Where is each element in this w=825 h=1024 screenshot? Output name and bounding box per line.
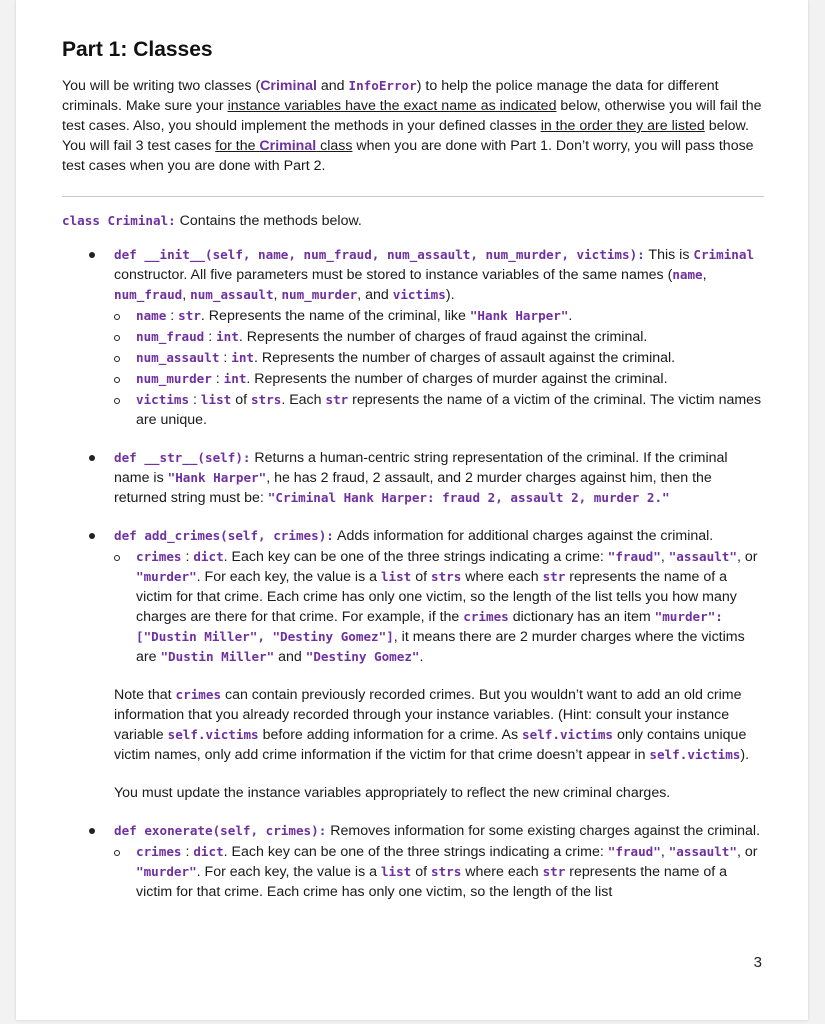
underlined-order: in the order they are listed: [540, 118, 705, 134]
page-number: 3: [753, 954, 762, 971]
underlined-for-criminal-class: for the Criminal class: [215, 138, 353, 154]
sub-bullet-circle: [114, 377, 120, 383]
bullet-dot: [89, 828, 95, 834]
class-criminal-line: class Criminal: Contains the methods below.: [62, 213, 362, 229]
criminal-ref: Criminal: [260, 78, 317, 94]
param-item-num-murder: num_murder : int. Represents the number of charges of murder against the criminal.: [114, 369, 764, 389]
exonerate-method-item: def exonerate(self, crimes): Removes information for some existing charges against the criminal. crimes : dict. Each key can be one of the three strings indicating a crime: "fraud", "assault", or "murder". For each key, the value is a list of strs where each str represents the name of a victim for that crime. Each crime has only one victim, so the length of the list: [62, 821, 764, 902]
bullet-dot: [89, 455, 95, 461]
section-title: Part 1: Classes: [62, 38, 213, 61]
init-signature: def __init__(self, name, num_fraud, num_assault, num_murder, victims):: [114, 247, 645, 262]
sub-bullet-circle: [114, 335, 120, 341]
horizontal-divider: [62, 196, 764, 197]
infoerror-ref: InfoError: [348, 78, 417, 93]
document-page: [16, 0, 808, 1020]
param-item-num-assault: num_assault : int. Represents the number of charges of assault against the criminal.: [114, 348, 764, 368]
add-crimes-signature: def add_crimes(self, crimes):: [114, 528, 334, 543]
param-item-crimes: crimes : dict. Each key can be one of the three strings indicating a crime: "fraud", "assault", or "murder". For each key, the value is a list of strs where each str represents the name of a victim for that crime. Each crime has only one victim, so the length of the list tells you how many charges are there for that crime. For example, if the crimes dictionary has an item "murder": ["Dustin Miller", "Destiny Gomez"], it means there are 2 murder charges where the victims are "Dustin Miller" and "Destiny Gomez".: [114, 547, 764, 667]
underlined-instance-variables: instance variables have the exact name as indicated: [227, 98, 557, 114]
sub-bullet-circle: [114, 356, 120, 362]
intro-paragraph: You will be writing two classes (Criminal and InfoError) to help the police manage the data for different criminals. Make sure your instance variables have the exact name as indicated below, otherwise you will fail the test cases. Also, you should implement the methods in your defined classes in the order they are listed below. You will fail 3 test cases for the Criminal class when you are done with Part 1. Don’t worry, you will pass those test cases when you are done with Part 2.: [62, 78, 762, 174]
str-method-item: def __str__(self): Returns a human-centric string representation of the criminal. If the criminal name is "Hank Harper", he has 2 fraud, 2 assault, and 2 murder charges against him, then the returned string must be: "Criminal Hank Harper: fraud 2, assault 2, murder 2.": [62, 448, 764, 508]
param-item-victims: victims : list of strs. Each str represents the name of a victim of the criminal. The victim names are unique.: [114, 390, 764, 430]
bullet-dot: [89, 533, 95, 539]
str-signature: def __str__(self):: [114, 450, 251, 465]
param-item-num-fraud: num_fraud : int. Represents the number of charges of fraud against the criminal.: [114, 327, 764, 347]
note-paragraph: Note that crimes can contain previously recorded crimes. But you wouldn’t want to add an old crime information that you already recorded through your instance variables. (Hint: consult your instance variable self.victims before adding information for a crime. As self.victims only contains unique victim names, only add crime information if the victim for that crime doesn’t appear in self.victims).: [114, 687, 750, 763]
bullet-dot: [89, 252, 95, 258]
update-paragraph: You must update the instance variables appropriately to reflect the new criminal charges.: [114, 785, 671, 801]
sub-bullet-circle: [114, 555, 120, 561]
add-crimes-method-item: def add_crimes(self, crimes): Adds information for additional charges against the criminal. crimes : dict. Each key can be one of the three strings indicating a crime: "fraud", "assault", or "murder". For each key, the value is a list of strs where each str represents the name of a victim for that crime. Each crime has only one victim, so the length of the list tells you how many charges are there for that crime. For example, if the crimes dictionary has an item "murder": ["Dustin Miller", "Destiny Gomez"], it means there are 2 murder charges where the victims are "Dustin Miller" and "Destiny Gomez".: [62, 526, 764, 667]
sub-bullet-circle: [114, 314, 120, 320]
param-item-crimes: crimes : dict. Each key can be one of the three strings indicating a crime: "fraud", "assault", or "murder". For each key, the value is a list of strs where each str represents the name of a victim for that crime. Each crime has only one victim, so the length of the list: [114, 842, 764, 902]
init-method-item: def __init__(self, name, num_fraud, num_assault, num_murder, victims): This is Criminal constructor. All five parameters must be stored to instance variables of the same names (name, num_fraud, num_assault, num_murder, and victims). name : str. Represents the name of the criminal, like "Hank Harper". num_fraud : int. Represents the number of charges of fraud against the criminal. num_assault : int. Represents the number of charges of assault against the criminal. num_murder : int. Represents the number of charges of murder against the criminal. victims : list of strs. Each str represents the name of a victim of the criminal. The victim names are unique.: [62, 245, 764, 430]
class-signature: class Criminal:: [62, 213, 176, 228]
exonerate-signature: def exonerate(self, crimes):: [114, 823, 327, 838]
page-content: [62, 38, 764, 902]
sub-bullet-circle: [114, 850, 120, 856]
sub-bullet-circle: [114, 398, 120, 404]
param-item-name: name : str. Represents the name of the criminal, like "Hank Harper".: [114, 306, 764, 326]
